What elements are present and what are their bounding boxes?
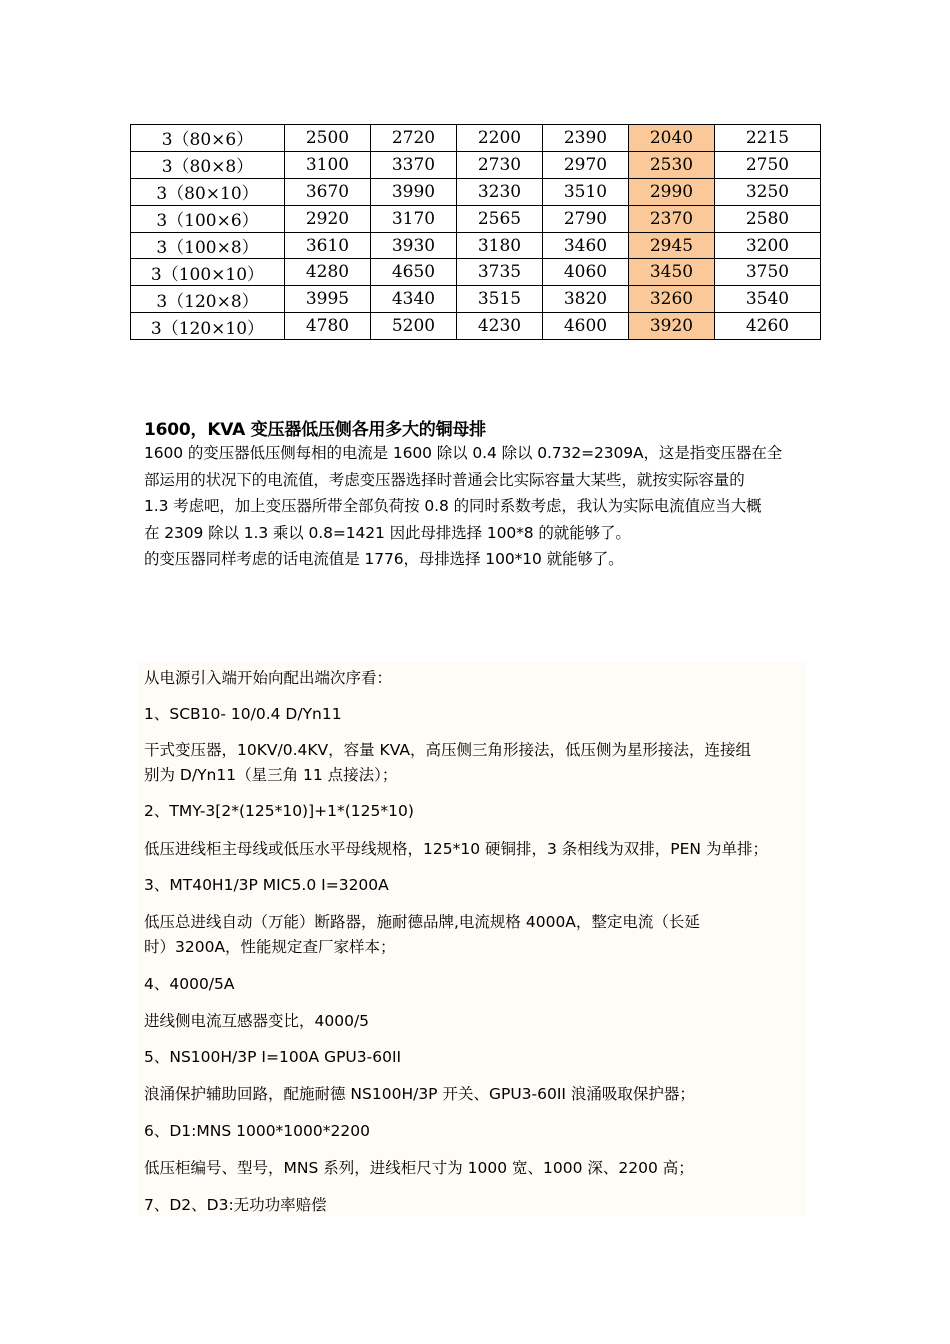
- current-value-cell: 2390: [543, 125, 629, 152]
- current-value-cell: 2970: [543, 151, 629, 178]
- current-value-cell: 3515: [457, 286, 543, 313]
- current-value-cell: 4280: [285, 259, 371, 286]
- current-value-cell: 2040: [629, 125, 715, 152]
- panel-line: 6、D1:MNS 1000*1000*2200: [144, 1122, 370, 1140]
- current-value-cell: 3260: [629, 286, 715, 313]
- busbar-spec-cell: 3（100×10）: [131, 259, 285, 286]
- table-row: [131, 151, 821, 178]
- current-value-cell: 3170: [371, 205, 457, 232]
- current-value-cell: 2215: [715, 125, 821, 152]
- table-row: [131, 125, 821, 152]
- current-value-cell: 2200: [457, 125, 543, 152]
- current-value-cell: 2920: [285, 205, 371, 232]
- current-value-cell: 3670: [285, 178, 371, 205]
- panel-line: 别为 D/Yn11（星三角 11 点接法）；: [144, 766, 398, 784]
- current-value-cell: 3930: [371, 232, 457, 259]
- current-value-cell: 2565: [457, 205, 543, 232]
- current-value-cell: 2500: [285, 125, 371, 152]
- current-value-cell: 3610: [285, 232, 371, 259]
- busbar-spec-cell: 3（80×8）: [131, 151, 285, 178]
- busbar-spec-cell: 3（100×6）: [131, 205, 285, 232]
- current-value-cell: 2720: [371, 125, 457, 152]
- panel-line: 3、MT40H1/3P MIC5.0 I=3200A: [144, 876, 389, 894]
- panel-line: 时）3200A，性能规定查厂家样本；: [144, 938, 396, 956]
- body-line: 的变压器同样考虑的话电流值是 1776，母排选择 100*10 就能够了。: [144, 550, 624, 568]
- current-value-cell: 4650: [371, 259, 457, 286]
- current-value-cell: 2945: [629, 232, 715, 259]
- current-value-cell: 3995: [285, 286, 371, 313]
- current-value-cell: 3180: [457, 232, 543, 259]
- panel-line: 低压总进线自动（万能）断路器，施耐德品牌,电流规格 4000A，整定电流（长延: [144, 913, 700, 931]
- table-row: [131, 259, 821, 286]
- current-value-cell: 3370: [371, 151, 457, 178]
- current-value-cell: 4600: [543, 313, 629, 340]
- current-value-cell: 3510: [543, 178, 629, 205]
- current-value-cell: 3230: [457, 178, 543, 205]
- current-value-cell: 2370: [629, 205, 715, 232]
- current-value-cell: 3735: [457, 259, 543, 286]
- current-value-cell: 2530: [629, 151, 715, 178]
- panel-line: 2、TMY-3[2*(125*10)]+1*(125*10): [144, 802, 414, 820]
- body-line: 在 2309 除以 1.3 乘以 0.8=1421 因此母排选择 100*8 的就能够了。: [144, 523, 631, 542]
- panel-line: 进线侧电流互感器变比，4000/5: [144, 1012, 370, 1030]
- current-value-cell: 3100: [285, 151, 371, 178]
- current-value-cell: 3920: [629, 313, 715, 340]
- current-value-cell: 4230: [457, 313, 543, 340]
- current-value-cell: 2730: [457, 151, 543, 178]
- current-value-cell: 3750: [715, 259, 821, 286]
- panel-line: 1、SCB10- 10/0.4 D/Yn11: [144, 705, 342, 723]
- body-line: 部运用的状况下的电流值，考虑变压器选择时普通会比实际容量大某些，就按实际容量的: [144, 470, 745, 489]
- panel-line: 4、4000/5A: [144, 975, 235, 993]
- panel-line: 低压柜编号、型号，MNS 系列，进线柜尺寸为 1000 宽、1000 深、2200 高；: [144, 1159, 694, 1177]
- table-row: [131, 205, 821, 232]
- current-value-cell: 5200: [371, 313, 457, 340]
- current-value-cell: 3200: [715, 232, 821, 259]
- current-value-cell: 3820: [543, 286, 629, 313]
- current-value-cell: 2790: [543, 205, 629, 232]
- busbar-current-table: [130, 124, 821, 340]
- busbar-spec-cell: 3（120×10）: [131, 313, 285, 340]
- panel-line: 5、NS100H/3P I=100A GPU3-60II: [144, 1048, 402, 1066]
- body-line: 1.3 考虑吧，加上变压器所带全部负荷按 0.8 的同时系数考虑，我认为实际电流值应当大概: [144, 497, 762, 515]
- table-row: [131, 286, 821, 313]
- section-heading: 1600，KVA 变压器低压侧各用多大的铜母排: [144, 420, 486, 440]
- current-value-cell: 4340: [371, 286, 457, 313]
- section-body: [144, 440, 814, 573]
- table-row: [131, 178, 821, 205]
- table-row: [131, 313, 821, 340]
- current-value-cell: 3460: [543, 232, 629, 259]
- panel-line: 7、D2、D3:无功功率赔偿: [144, 1196, 327, 1214]
- busbar-spec-cell: 3（80×10）: [131, 178, 285, 205]
- current-value-cell: 3250: [715, 178, 821, 205]
- current-value-cell: 3990: [371, 178, 457, 205]
- current-value-cell: 3540: [715, 286, 821, 313]
- busbar-spec-cell: 3（120×8）: [131, 286, 285, 313]
- panel-line: 低压进线柜主母线或低压水平母线规格，125*10 硬铜排，3 条相线为双排，PEN 为单排；: [144, 840, 768, 858]
- current-value-cell: 2580: [715, 205, 821, 232]
- current-value-cell: 4780: [285, 313, 371, 340]
- busbar-spec-cell: 3（80×6）: [131, 125, 285, 152]
- current-value-cell: 4060: [543, 259, 629, 286]
- panel-line: 干式变压器，10KV/0.4KV，容量 KVA，高压侧三角形接法，低压侧为星形接法，连接组: [144, 741, 751, 759]
- busbar-spec-cell: 3（100×8）: [131, 232, 285, 259]
- current-value-cell: 3450: [629, 259, 715, 286]
- current-value-cell: 2990: [629, 178, 715, 205]
- panel-line: 浪涌保护辅助回路，配施耐德 NS100H/3P 开关、GPU3-60II 浪涌吸取保护器；: [144, 1085, 695, 1103]
- body-line: 1600 的变压器低压侧每相的电流是 1600 除以 0.4 除以 0.732=2309A，这是指变压器在全: [144, 444, 783, 462]
- current-value-cell: 2750: [715, 151, 821, 178]
- panel-line: 从电源引入端开始向配出端次序看：: [144, 669, 393, 687]
- table-row: [131, 232, 821, 259]
- current-value-cell: 4260: [715, 313, 821, 340]
